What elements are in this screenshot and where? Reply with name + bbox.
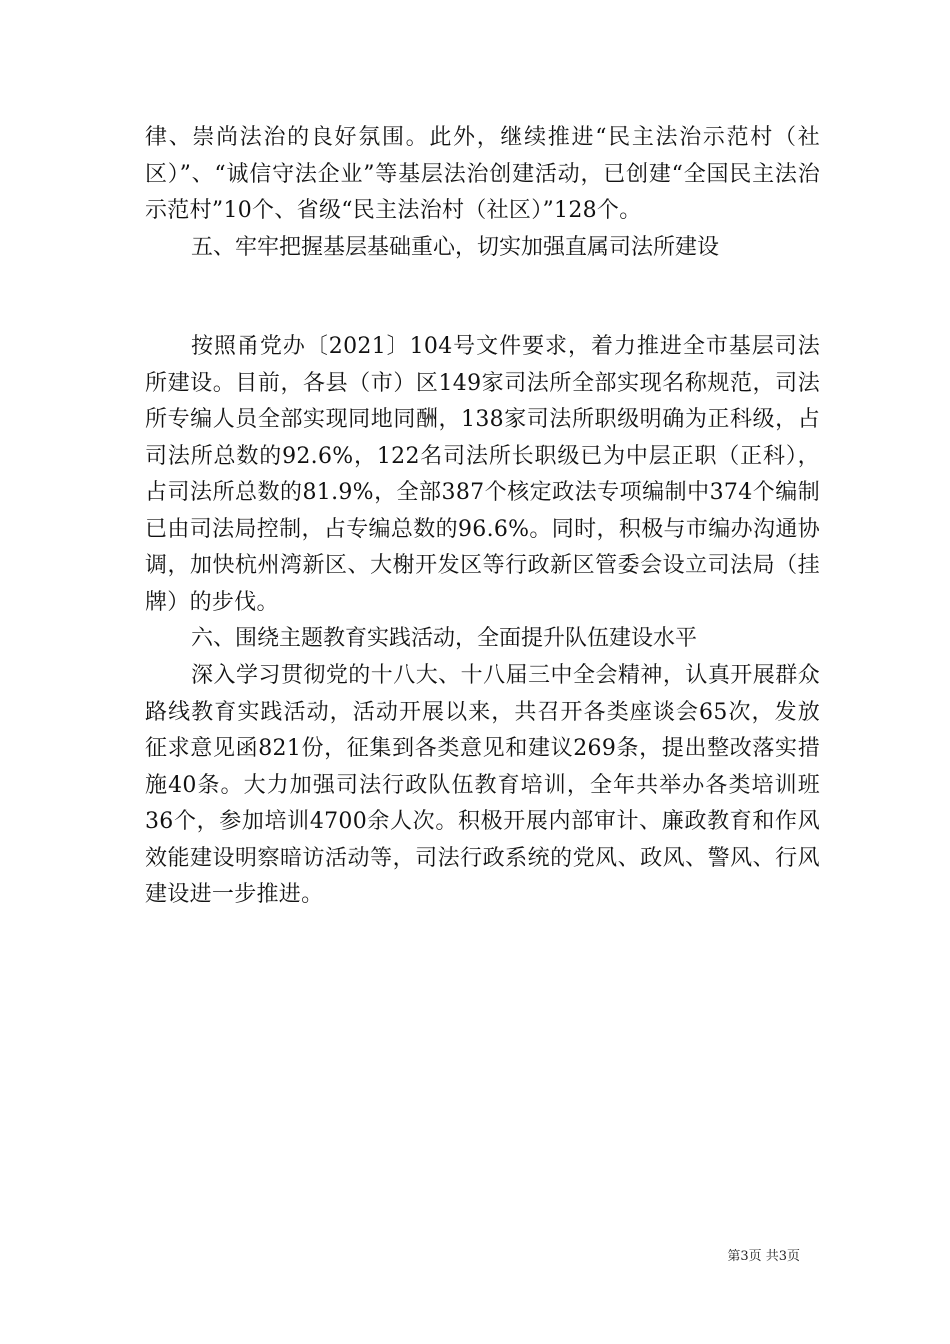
- section-heading-5: 五、牢牢把握基层基础重心，切实加强直属司法所建设: [191, 235, 720, 260]
- paragraph-section-5: 按照甬党办〔2021〕104号文件要求，着力推进全市基层司法所建设。目前，各县（市）区149家司法所全部实现名称规范，司法所专编人员全部实现同地同酬，138家司法所职级明确为正科级，占司法所总数的92.6%，122名司法所长职级已为中层正职（正科），占司法所总数的81.9%，全部387个核定政法专项编制中374个编制已由司法局控制，占专编总数的96.6%。同时，积极与市编办沟通协调，加快杭州湾新区、大榭开发区等行政新区管委会设立司法局（挂牌）的步伐。: [145, 334, 820, 615]
- paragraph-section-6: 深入学习贯彻党的十八大、十八届三中全会精神，认真开展群众路线教育实践活动，活动开展以来，共召开各类座谈会65次，发放征求意见函821份，征集到各类意见和建议269条，提出整改落实措施40条。大力加强司法行政队伍教育培训，全年共举办各类培训班36个，参加培训4700余人次。积极开展内部审计、廉政教育和作风效能建设明察暗访活动等，司法行政系统的党风、政风、警风、行风建设进一步推进。: [145, 663, 820, 907]
- paragraph-continuation: 律、崇尚法治的良好氛围。此外，继续推进“民主法治示范村（社区）”、“诚信守法企业”等基层法治创建活动，已创建“全国民主法治示范村”10个、省级“民主法治村（社区）”128个。: [145, 125, 820, 223]
- page-number-footer: 第3页 共3页: [727, 1249, 800, 1264]
- section-heading-6: 六、围绕主题教育实践活动，全面提升队伍建设水平: [191, 626, 698, 651]
